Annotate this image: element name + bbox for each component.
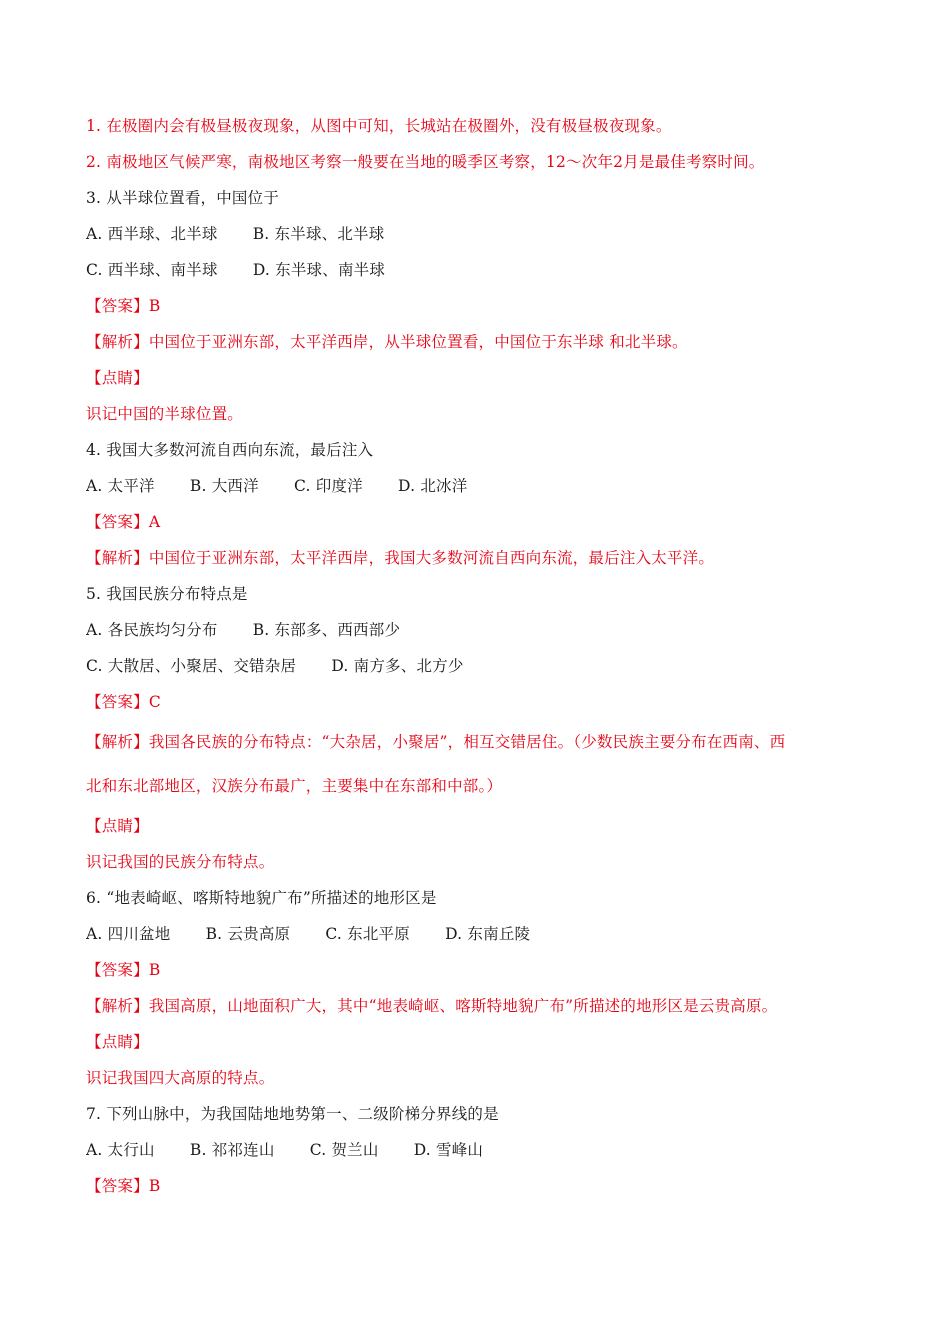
q5-answer — [86, 684, 876, 720]
q3-option-a: A. 西半球、北半球 — [86, 225, 218, 243]
answer-value: B — [148, 1177, 161, 1195]
q4-option-c: C. 印度洋 — [293, 477, 363, 495]
q6-tip-label: 【点睛】 — [86, 1033, 149, 1051]
q6-answer — [86, 952, 876, 988]
q5-options-row-2 — [86, 648, 876, 684]
document-page — [86, 108, 876, 1204]
q5-tip-label: 【点睛】 — [86, 817, 149, 835]
q5-option-d: D. 南方多、北方少 — [331, 657, 464, 675]
q6-options-row — [86, 916, 876, 952]
analysis-label: 【解析】 — [86, 333, 149, 351]
q5-option-a: A. 各民族均匀分布 — [86, 621, 218, 639]
q4-stem: 4. 我国大多数河流自西向东流，最后注入 — [86, 441, 374, 459]
q3-analysis — [86, 324, 876, 360]
answer-label: 【答案】 — [86, 297, 149, 315]
q6-stem: 6. “地表崎岖、喀斯特地貌广布”所描述的地形区是 — [86, 889, 437, 907]
q5-stem: 5. 我国民族分布特点是 — [86, 585, 248, 603]
q7-stem: 7. 下列山脉中，为我国陆地地势第一、二级阶梯分界线的是 — [86, 1105, 499, 1123]
q3-option-c: C. 西半球、南半球 — [86, 261, 218, 279]
q4-option-b: B. 大西洋 — [189, 477, 259, 495]
q3-options-row-1 — [86, 216, 876, 252]
analysis-text: 中国位于亚洲东部，太平洋西岸，从半球位置看，中国位于东半球 和北半球。 — [148, 333, 688, 351]
q5-analysis — [86, 720, 876, 764]
q3-answer — [86, 288, 876, 324]
q6-analysis — [86, 988, 876, 1024]
analysis-text: 中国位于亚洲东部，太平洋西岸，我国大多数河流自西向东流，最后注入太平洋。 — [148, 549, 715, 567]
answer-value: B — [148, 961, 161, 979]
q4-analysis — [86, 540, 876, 576]
q6-option-d: D. 东南丘陵 — [445, 925, 531, 943]
q3-tip-label: 【点睛】 — [86, 369, 149, 387]
q7-option-a: A. 太行山 — [86, 1141, 155, 1159]
q7-option-c: C. 贺兰山 — [309, 1141, 379, 1159]
q4-options-row — [86, 468, 876, 504]
analysis-label: 【解析】 — [86, 549, 149, 567]
q5-analysis-continued: 北和东北部地区，汉族分布最广，主要集中在东部和中部。） — [86, 777, 503, 795]
q3-option-b: B. 东半球、北半球 — [252, 225, 385, 243]
answer-label: 【答案】 — [86, 513, 149, 531]
q7-option-b: B. 祁祁连山 — [189, 1141, 275, 1159]
answer-label: 【答案】 — [86, 693, 149, 711]
q5-option-c: C. 大散居、小聚居、交错杂居 — [86, 657, 297, 675]
q7-answer — [86, 1168, 876, 1204]
analysis-label: 【解析】 — [86, 733, 149, 751]
answer-label: 【答案】 — [86, 1177, 149, 1195]
q5-tip: 识记我国的民族分布特点。 — [86, 853, 275, 871]
answer-label: 【答案】 — [86, 961, 149, 979]
q3-options-row-2 — [86, 252, 876, 288]
q3-stem: 3. 从半球位置看，中国位于 — [86, 189, 280, 207]
q4-option-a: A. 太平洋 — [86, 477, 155, 495]
q3-option-d: D. 东半球、南半球 — [252, 261, 386, 279]
q4-option-d: D. 北冰洋 — [398, 477, 468, 495]
note-2: 2. 南极地区气候严寒，南极地区考察一般要在当地的暖季区考察，12～次年2月是最佳考察时间。 — [86, 153, 765, 171]
analysis-text: 我国各民族的分布特点：“大杂居，小聚居”，相互交错居住。（少数民族主要分布在西南、西 — [148, 733, 786, 751]
q6-tip: 识记我国四大高原的特点。 — [86, 1069, 275, 1087]
q5-options-row-1 — [86, 612, 876, 648]
q4-answer — [86, 504, 876, 540]
analysis-label: 【解析】 — [86, 997, 149, 1015]
q6-option-b: B. 云贵高原 — [205, 925, 291, 943]
q6-option-a: A. 四川盆地 — [86, 925, 171, 943]
q5-option-b: B. 东部多、西西部少 — [252, 621, 401, 639]
q3-tip: 识记中国的半球位置。 — [86, 405, 244, 423]
answer-value: A — [148, 513, 161, 531]
q7-option-d: D. 雪峰山 — [413, 1141, 484, 1159]
analysis-text: 我国高原，山地面积广大，其中“地表崎岖、喀斯特地貌广布”所描述的地形区是云贵高原。 — [148, 997, 778, 1015]
q6-option-c: C. 东北平原 — [325, 925, 410, 943]
q7-options-row — [86, 1132, 876, 1168]
answer-value: B — [148, 297, 161, 315]
note-1: 1. 在极圈内会有极昼极夜现象，从图中可知，长城站在极圈外，没有极昼极夜现象。 — [86, 117, 672, 135]
answer-value: C — [148, 693, 161, 711]
